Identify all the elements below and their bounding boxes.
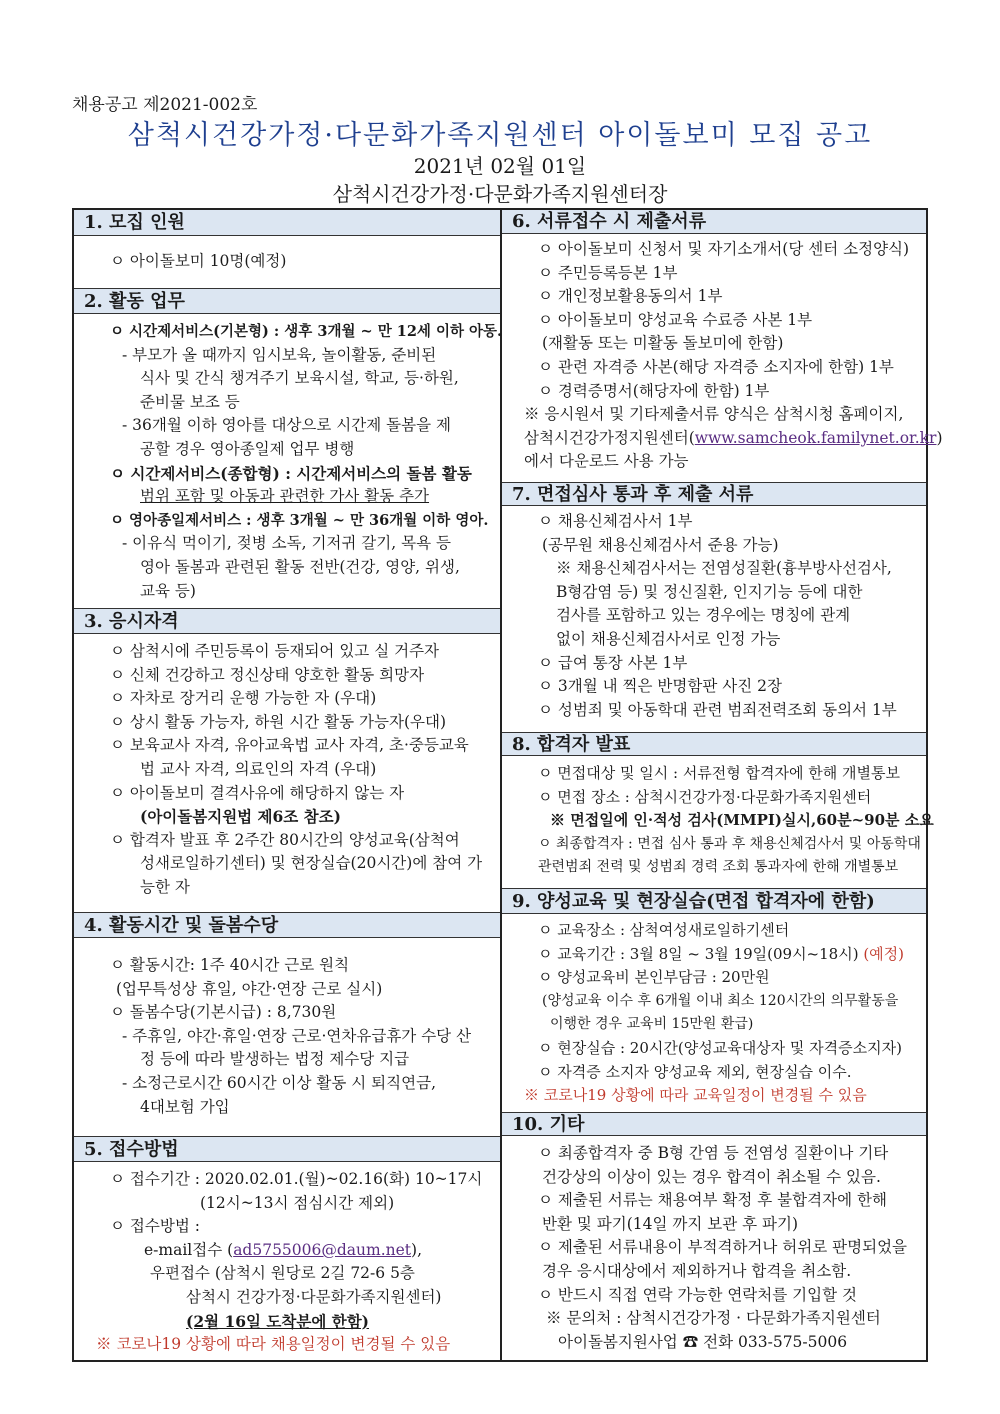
section-title: 4. 활동시간 및 돌봄수당 [74, 912, 500, 938]
list-item: 반환 및 파기(14일 까지 보관 후 파기) [542, 1214, 799, 1233]
list-item: ㅇ 면접 장소 : 삼척시건강가정·다문화가족지원센터 [538, 787, 872, 806]
section-hours-and-pay [74, 912, 500, 1119]
list-item: 공할 경우 영아종일제 업무 병행 [140, 439, 355, 458]
list-item: - 이유식 먹이기, 젖병 소독, 기저귀 갈기, 목욕 등 [122, 534, 451, 553]
list-item: ㅇ 성범죄 및 아동학대 관련 범죄전력조회 동의서 1부 [538, 700, 897, 719]
list-item: ㅇ 시간제서비스(종합형) : 시간제서비스의 돌봄 활동 [110, 463, 472, 483]
section-required-documents [502, 210, 943, 474]
link-suffix: ) [936, 428, 943, 447]
list-item: 4대보험 가입 [140, 1097, 230, 1116]
email-link[interactable]: ad5755006@daum.net [233, 1240, 412, 1259]
list-item: ㅇ 주민등록등본 1부 [538, 263, 678, 282]
list-item: (2월 16일 도착분에 한함) [186, 1311, 369, 1331]
list-item: 없이 채용신체검사서로 인정 가능 [556, 629, 781, 648]
list-item: ㅇ 최종합격자 : 면접 심사 통과 후 채용신체검사서 및 아동학대 [538, 835, 921, 852]
list-item: ㅇ 채용신체검사서 1부 [538, 512, 693, 530]
list-item: 에서 다운로드 사용 가능 [524, 452, 689, 471]
list-item: - 36개월 이하 영아를 대상으로 시간제 돌봄을 제 [122, 416, 451, 435]
page-title: 삼척시건강가정·다문화가족지원센터 아이돌보미 모집 공고 [127, 120, 873, 151]
list-item: 관련범죄 전력 및 성범죄 경력 조회 통과자에 한해 개별통보 [538, 859, 899, 876]
list-item: ㅇ 자차로 장거리 운행 가능한 자 (우대) [110, 689, 377, 708]
list-item: (업무특성상 휴일, 야간·연장 근로 실시) [116, 979, 383, 998]
list-item: 검사를 포함하고 있는 경우에는 명칭에 관계 [556, 606, 851, 625]
list-item: - 부모가 올 때까지 임시보육, 놀이활동, 준비된 [122, 345, 437, 364]
list-item: ㅇ 교육장소 : 삼척여성새로일하기센터 [538, 921, 790, 939]
list-item: ㅇ 접수기간 : 2020.02.01.(월)~02.16(화) 10~17시 [110, 1170, 483, 1188]
section-title: 8. 합격자 발표 [502, 732, 926, 756]
section-post-interview-documents [502, 482, 926, 722]
email-suffix: ), [411, 1240, 423, 1259]
list-item: 삼척시 건강가정·다문화가족지원센터) [186, 1287, 442, 1306]
list-item: ㅇ 3개월 내 찍은 반명함판 사진 2장 [538, 677, 782, 696]
training-period: ㅇ 교육기간 : 3월 8일 ~ 3월 19일(09시~18시) [538, 944, 864, 963]
section-results-announcement [502, 732, 934, 880]
list-item: 성새로일하기센터) 및 현장실습(20시간)에 참여 가 [140, 854, 483, 873]
email-label: e-mail접수 ( [144, 1240, 234, 1259]
list-item: ㅇ 아이돌보미 10명(예정) [110, 252, 287, 270]
list-item: ㅇ 반드시 직접 연락 가능한 연락처를 기입할 것 [538, 1285, 857, 1304]
list-item: (아이돌봄지원법 제6조 참조) [140, 807, 341, 827]
website-link[interactable]: www.samcheok.familynet.or.kr [694, 428, 937, 447]
list-item: 교육 등) [140, 581, 196, 600]
list-item: ㅇ 자격증 소지자 양성교육 제외, 현장실습 이수. [538, 1062, 852, 1081]
list-item: ㅇ 아이돌보미 결격사유에 해당하지 않는 자 [110, 783, 405, 802]
list-item: ㅇ 영아종일제서비스 : 생후 3개월 ~ 만 36개월 이하 영아. [110, 511, 489, 529]
list-item: ㅇ 제출된 서류내용이 부적격하거나 허위로 판명되었을 [538, 1238, 908, 1257]
list-item: 영아 돌봄과 관련된 활동 전반(건강, 영양, 위생, [140, 557, 460, 576]
list-item: ※ 면접일에 인·적성 검사(MMPI)실시,60분~90분 소요 [550, 811, 934, 830]
list-item: ㅇ 양성교육비 본인부담금 : 20만원 [538, 968, 770, 987]
notice-date: 2021년 02월 01일 [413, 154, 587, 178]
list-item: ㅇ 아이돌보미 신청서 및 자기소개서(당 센터 소정양식) [538, 240, 910, 258]
list-item: ㅇ 급여 통장 사본 1부 [538, 653, 688, 672]
section-title: 3. 응시자격 [74, 608, 500, 634]
list-item: ※ 응시원서 및 기타제출서류 양식은 삼척시청 홈페이지, [524, 405, 904, 424]
section-title: 5. 접수방법 [74, 1136, 500, 1162]
list-item: ㅇ 개인정보활용동의서 1부 [538, 287, 723, 306]
list-item: ㅇ 신체 건강하고 정신상태 양호한 활동 희망자 [110, 665, 425, 684]
list-item: ㅇ 경력증명서(해당자에 한함) 1부 [538, 381, 770, 400]
section-title: 10. 기타 [502, 1112, 926, 1136]
list-item [516, 943, 914, 967]
list-item: ㅇ 제출된 서류는 채용여부 확정 후 불합격자에 한해 [538, 1191, 887, 1210]
list-item: ㅇ 상시 활동 가능자, 하원 시간 활동 가능자(우대) [110, 712, 446, 731]
tentative-badge: (예정) [863, 944, 905, 963]
list-item: 우편접수 (삼척시 원당로 2길 72-6 5층 [150, 1264, 415, 1283]
list-item: ㅇ 활동시간: 1주 40시간 근로 원칙 [110, 956, 350, 974]
section-title: 9. 양성교육 및 현장실습(면접 합격자에 한함) [502, 888, 926, 914]
organization-name: 삼척시건강가정·다문화가족지원센터장 [332, 182, 668, 206]
section-title: 7. 면접심사 통과 후 제출 서류 [502, 482, 926, 506]
list-item [88, 1239, 488, 1263]
center-name: 삼척시건강가정지원센터( [524, 428, 695, 447]
section-other [502, 1112, 926, 1354]
list-item: 범위 포함 및 아동과 관련한 가사 활동 추가 [140, 487, 430, 506]
warning-note: ※ 코로나19 상황에 따라 교육일정이 변경될 수 있음 [524, 1086, 867, 1105]
list-item: 경우 응시대상에서 제외하거나 합격을 취소함. [542, 1261, 852, 1280]
list-item: - 소정근로시간 60시간 이상 활동 시 퇴직연금, [122, 1073, 436, 1092]
notice-number: 채용공고 제2021-002호 [72, 95, 258, 115]
list-item: (공무원 채용신체검사서 준용 가능) [542, 535, 779, 554]
list-item: ※ 채용신체검사서는 전염성질환(흉부방사선검사, [556, 559, 892, 578]
list-item: ㅇ 현장실습 : 20시간(양성교육대상자 및 자격증소지자) [538, 1038, 902, 1057]
list-item: ㅇ 합격자 발표 후 2주간 80시간의 양성교육(삼척여 [110, 830, 460, 849]
list-item: B형감염 등) 및 정신질환, 인지기능 등에 대한 [556, 582, 863, 601]
list-item: 법 교사 자격, 의료인의 자격 (우대) [140, 759, 377, 778]
list-item: ㅇ 시간제서비스(기본형) : 생후 3개월 ~ 만 12세 이하 아동. [110, 323, 503, 340]
list-item: 능한 자 [140, 877, 190, 896]
list-item: 이행한 경우 교육비 15만원 환급) [550, 1016, 754, 1033]
section-title: 6. 서류접수 시 제출서류 [502, 210, 926, 234]
section-title: 2. 활동 업무 [74, 288, 500, 314]
list-item: 준비물 보조 등 [140, 392, 240, 411]
list-item: ㅇ 보육교사 자격, 유아교육법 교사 자격, 초·중등교육 [110, 736, 469, 755]
list-item: 정 등에 따라 발생하는 법정 제수당 지급 [140, 1050, 410, 1069]
section-recruitment-count [74, 210, 500, 274]
section-training [502, 888, 926, 1108]
list-item: ㅇ 최종합격자 중 B형 간염 등 전염성 질환이나 기타 [538, 1144, 889, 1162]
list-item: 건강상의 이상이 있는 경우 합격이 취소될 수 있음. [542, 1167, 881, 1186]
list-item: ㅇ 접수방법 : [110, 1217, 200, 1236]
notice-table [72, 208, 943, 1362]
list-item: ㅇ 아이돌보미 양성교육 수료증 사본 1부 [538, 310, 813, 329]
list-item: ㅇ 면접대상 및 일시 : 서류전형 합격자에 한해 개별통보 [538, 764, 900, 782]
list-item: - 주휴일, 야간·휴일·연장 근로·연차유급휴가 수당 산 [122, 1026, 472, 1045]
list-item: (양성교육 이수 후 6개월 이내 최소 120시간의 의무활동을 [542, 992, 899, 1009]
list-item: ㅇ 삼척시에 주민등록이 등재되어 있고 실 거주자 [110, 642, 440, 660]
list-item: ㅇ 관련 자격증 사본(해당 자격증 소지자에 한함) 1부 [538, 357, 894, 376]
warning-note: ※ 코로나19 상황에 따라 채용일정이 변경될 수 있음 [96, 1335, 451, 1354]
list-item: (재활동 또는 미활동 돌보미에 한함) [542, 334, 784, 353]
list-item [516, 427, 943, 451]
contact-phone: 아이돌봄지원사업 ☎ 전화 033-575-5006 [558, 1332, 848, 1351]
section-title: 1. 모집 인원 [74, 210, 500, 236]
list-item: ※ 문의처 : 삼척시건강가정 · 다문화가족지원센터 [546, 1309, 881, 1328]
list-item: 식사 및 간식 챙겨주기 보육시설, 학교, 등·하원, [140, 369, 459, 388]
list-item: (12시~13시 점심시간 제외) [200, 1193, 395, 1212]
section-qualifications [74, 608, 500, 900]
list-item: ㅇ 돌봄수당(기본시급) : 8,730원 [110, 1003, 337, 1022]
section-application-method [74, 1136, 500, 1357]
section-duties [74, 288, 503, 603]
